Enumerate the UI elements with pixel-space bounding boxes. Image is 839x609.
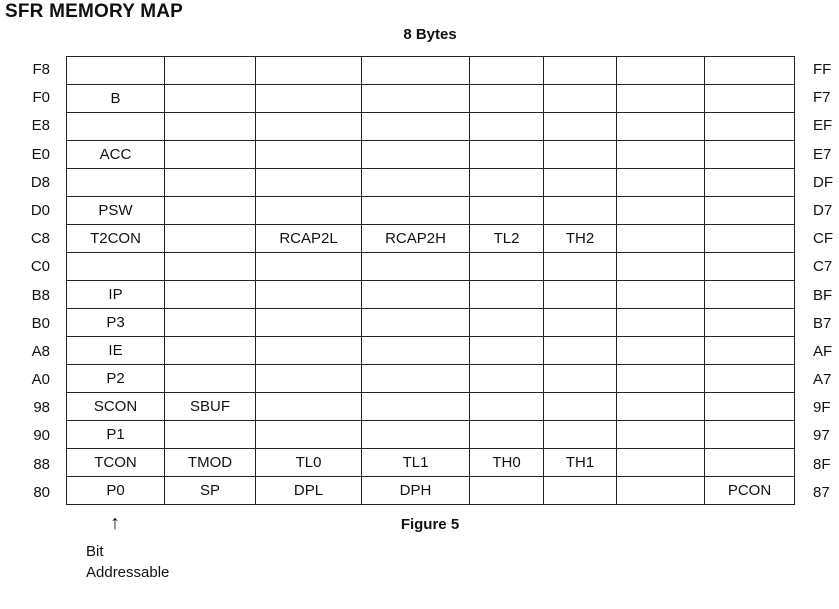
register-cell	[165, 85, 256, 113]
register-cell	[705, 309, 795, 337]
register-cell	[362, 253, 470, 281]
right-address-label: DF	[813, 173, 833, 191]
register-cell	[256, 197, 362, 225]
right-address-label: 97	[813, 427, 830, 445]
figure-caption: Figure 5	[400, 516, 460, 533]
register-cell	[165, 281, 256, 309]
register-cell: TH2	[544, 225, 617, 253]
register-cell	[470, 393, 544, 421]
register-cell	[544, 337, 617, 365]
right-address-label: C7	[813, 258, 833, 276]
register-cell	[67, 253, 165, 281]
register-cell	[256, 337, 362, 365]
register-cell	[470, 197, 544, 225]
register-cell	[705, 393, 795, 421]
register-cell	[617, 57, 705, 85]
register-cell: DPL	[256, 477, 362, 505]
register-cell: PCON	[705, 477, 795, 505]
register-cell	[705, 197, 795, 225]
register-cell	[362, 197, 470, 225]
left-address-label: B0	[31, 314, 50, 332]
register-cell: SBUF	[165, 393, 256, 421]
register-cell: TL2	[470, 225, 544, 253]
left-address-label: E8	[31, 117, 50, 135]
left-address-label: 90	[33, 427, 50, 445]
left-address-label: F0	[32, 89, 50, 107]
memory-row	[67, 449, 795, 477]
register-cell: RCAP2L	[256, 225, 362, 253]
register-cell	[256, 393, 362, 421]
register-cell	[617, 421, 705, 449]
right-address-label: AF	[813, 342, 833, 360]
register-cell	[362, 169, 470, 197]
memory-row	[67, 365, 795, 393]
register-cell	[617, 253, 705, 281]
register-cell	[165, 421, 256, 449]
register-cell: B	[67, 85, 165, 113]
right-address-label: B7	[813, 314, 832, 332]
register-cell	[544, 477, 617, 505]
left-address-label: E0	[31, 145, 50, 163]
right-address-label: F7	[813, 89, 831, 107]
register-cell: TCON	[67, 449, 165, 477]
register-cell	[470, 365, 544, 393]
register-cell	[470, 281, 544, 309]
register-cell	[67, 169, 165, 197]
register-cell	[705, 253, 795, 281]
register-cell: IE	[67, 337, 165, 365]
left-address-label: A0	[31, 371, 50, 389]
left-address-label: F8	[32, 61, 50, 78]
memory-row	[67, 169, 795, 197]
register-cell	[165, 197, 256, 225]
column-header: 8 Bytes	[403, 26, 457, 43]
left-address-label: 88	[33, 455, 50, 473]
right-address-label: 9F	[813, 399, 831, 417]
register-cell	[544, 141, 617, 169]
register-cell	[470, 85, 544, 113]
register-cell: ACC	[67, 141, 165, 169]
register-cell: TL0	[256, 449, 362, 477]
right-address-column	[813, 56, 839, 507]
register-cell	[362, 113, 470, 141]
register-cell: P2	[67, 365, 165, 393]
register-cell	[256, 141, 362, 169]
register-cell	[617, 365, 705, 393]
right-address-label: CF	[813, 230, 833, 248]
up-arrow-icon: ↑	[110, 512, 120, 534]
register-cell	[705, 337, 795, 365]
memory-row	[67, 85, 795, 113]
register-cell	[617, 169, 705, 197]
memory-row	[67, 141, 795, 169]
register-cell	[470, 169, 544, 197]
memory-row	[67, 477, 795, 505]
right-address-label: BF	[813, 286, 833, 304]
memory-row	[67, 197, 795, 225]
register-cell	[617, 393, 705, 421]
left-address-label: 98	[33, 399, 50, 417]
register-cell	[617, 85, 705, 113]
register-cell	[705, 449, 795, 477]
register-cell: SCON	[67, 393, 165, 421]
register-cell	[617, 225, 705, 253]
memory-row	[67, 309, 795, 337]
register-cell	[705, 421, 795, 449]
register-cell: P0	[67, 477, 165, 505]
register-cell	[617, 141, 705, 169]
register-cell	[544, 169, 617, 197]
register-cell	[544, 309, 617, 337]
register-cell	[617, 337, 705, 365]
right-address-label: FF	[813, 61, 832, 78]
register-cell	[617, 477, 705, 505]
register-cell	[617, 449, 705, 477]
register-cell	[544, 393, 617, 421]
register-cell	[165, 113, 256, 141]
register-cell	[256, 113, 362, 141]
register-cell	[705, 85, 795, 113]
right-address-label: 8F	[813, 455, 831, 473]
register-cell	[470, 421, 544, 449]
memory-row	[67, 253, 795, 281]
register-cell	[165, 365, 256, 393]
register-cell	[256, 253, 362, 281]
right-address-label: 87	[813, 483, 830, 501]
register-cell	[362, 365, 470, 393]
register-cell	[544, 421, 617, 449]
register-cell	[256, 281, 362, 309]
right-address-label: E7	[813, 145, 832, 163]
register-cell	[705, 365, 795, 393]
register-cell: TH0	[470, 449, 544, 477]
register-cell	[544, 57, 617, 85]
sfr-memory-grid	[66, 56, 795, 505]
register-cell	[362, 85, 470, 113]
register-cell	[67, 57, 165, 85]
memory-row	[67, 393, 795, 421]
left-address-label: C0	[30, 258, 50, 276]
register-cell	[362, 57, 470, 85]
register-cell	[165, 57, 256, 85]
register-cell	[617, 113, 705, 141]
register-cell	[705, 169, 795, 197]
register-cell: DPH	[362, 477, 470, 505]
register-cell: TH1	[544, 449, 617, 477]
register-cell	[165, 309, 256, 337]
register-cell	[165, 253, 256, 281]
right-address-label: EF	[813, 117, 833, 135]
register-cell	[256, 365, 362, 393]
bit-addressable-line2: Addressable	[86, 564, 170, 581]
memory-row	[67, 57, 795, 85]
left-address-label: D0	[30, 201, 50, 219]
register-cell	[362, 309, 470, 337]
right-address-label: A7	[813, 371, 832, 389]
register-cell	[617, 309, 705, 337]
memory-row	[67, 225, 795, 253]
register-cell	[470, 477, 544, 505]
register-cell	[544, 281, 617, 309]
register-cell: SP	[165, 477, 256, 505]
register-cell	[705, 57, 795, 85]
register-cell: IP	[67, 281, 165, 309]
left-address-label: B8	[31, 286, 50, 304]
register-cell	[617, 197, 705, 225]
register-cell	[256, 57, 362, 85]
register-cell: TMOD	[165, 449, 256, 477]
register-cell	[544, 197, 617, 225]
register-cell	[256, 309, 362, 337]
left-address-label: D8	[30, 173, 50, 191]
register-cell	[705, 141, 795, 169]
left-address-label: A8	[31, 342, 50, 360]
register-cell	[705, 225, 795, 253]
left-address-label: 80	[33, 483, 50, 501]
register-cell	[544, 113, 617, 141]
register-cell: RCAP2H	[362, 225, 470, 253]
register-cell	[362, 281, 470, 309]
register-cell	[470, 253, 544, 281]
memory-row	[67, 337, 795, 365]
register-cell	[362, 393, 470, 421]
register-cell	[705, 113, 795, 141]
register-cell: P3	[67, 309, 165, 337]
register-cell	[256, 169, 362, 197]
register-cell: P1	[67, 421, 165, 449]
register-cell	[362, 337, 470, 365]
left-address-column	[0, 56, 50, 507]
register-cell	[470, 337, 544, 365]
register-cell	[256, 421, 362, 449]
page-title: SFR MEMORY MAP	[5, 1, 184, 22]
register-cell	[165, 169, 256, 197]
register-cell	[470, 141, 544, 169]
right-address-label: D7	[813, 201, 833, 219]
register-cell	[165, 225, 256, 253]
register-cell: TL1	[362, 449, 470, 477]
bit-addressable-line1: Bit	[86, 543, 104, 560]
register-cell	[705, 281, 795, 309]
memory-row	[67, 281, 795, 309]
register-cell	[544, 253, 617, 281]
register-cell	[256, 85, 362, 113]
register-cell	[470, 309, 544, 337]
register-cell	[544, 85, 617, 113]
register-cell: T2CON	[67, 225, 165, 253]
register-cell	[67, 113, 165, 141]
register-cell	[544, 365, 617, 393]
register-cell	[470, 57, 544, 85]
register-cell: PSW	[67, 197, 165, 225]
register-cell	[165, 141, 256, 169]
memory-row	[67, 421, 795, 449]
register-cell	[362, 421, 470, 449]
register-cell	[362, 141, 470, 169]
bit-addressable-note	[86, 541, 169, 583]
register-cell	[617, 281, 705, 309]
register-cell	[470, 113, 544, 141]
memory-row	[67, 113, 795, 141]
register-cell	[165, 337, 256, 365]
left-address-label: C8	[30, 230, 50, 248]
